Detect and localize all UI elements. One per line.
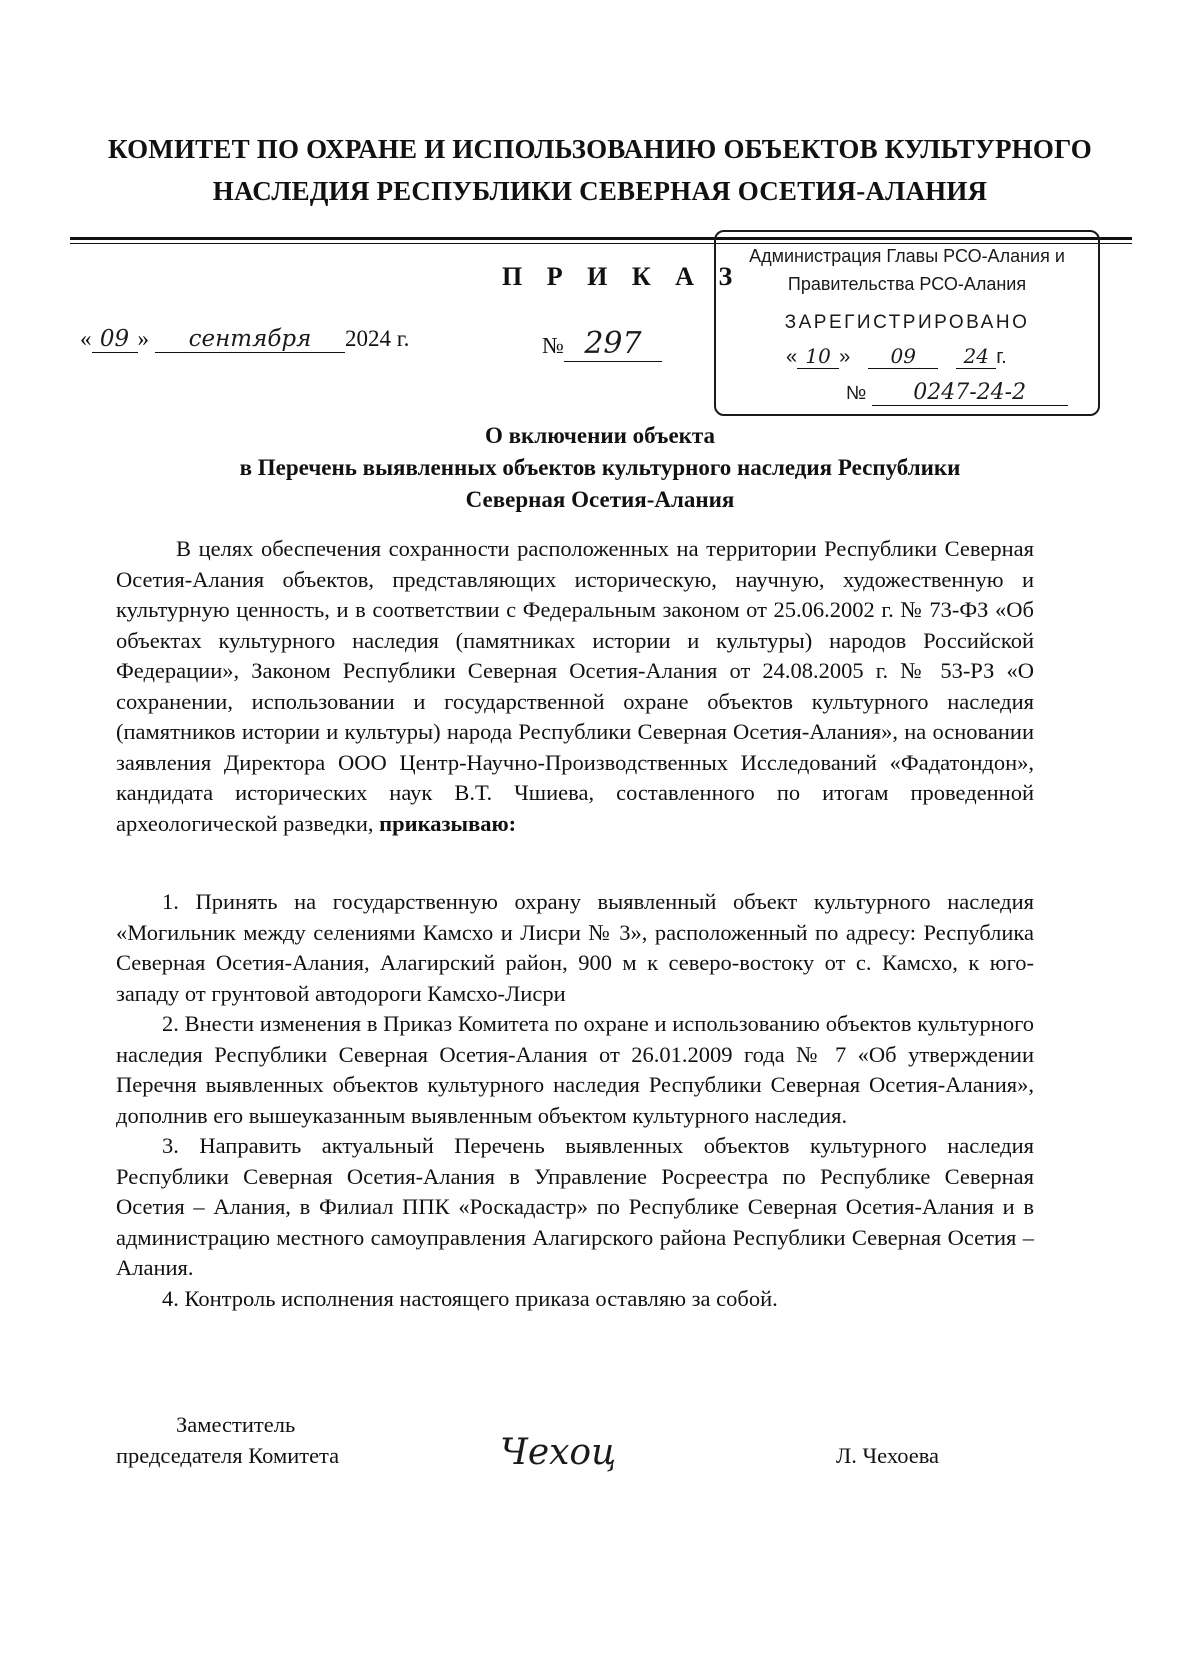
date-open-quote: «: [80, 326, 92, 351]
date-month: сентября: [155, 326, 345, 353]
preamble-text: В целях обеспечения сохранности расположенных на территории Республики Северная Осетия-Алания объектов, представляющих историческую, научную, художественную и культурную ценность, и в соответствии с Федеральным законом от 25.06.2002 г. № 73-ФЗ «Об объектах культурного наследия (памятниках истории и культуры) народов Российской Федерации», Законом Республики Северная Осетия-Алания от 24.08.2005 г. № 53-РЗ «О сохранении, использовании и государственной охране объектов культурного наследия (памятников истории и культуры) народа Республики Северная Осетия-Алания», на основании заявления Директора ООО Центр-Научно-Производственных Исследований «Фадатондон», кандидата исторических наук В.Т. Чшиева, составленного по итогам проведенной археологической разведки,: [116, 536, 1034, 836]
order-number: [542, 326, 662, 362]
stamp-date-open: «: [786, 346, 798, 368]
order-item: 3. Направить актуальный Перечень выявленных объектов культурного наследия Республики Северная Осетия-Алания в Управление Росреестра по Республике Северная Осетия – Алания, в Филиал ППК «Роскадастр» по Республике Северная Осетия-Алания и в администрацию местного самоуправления Алагирского района Республики Северная Осетия – Алания.: [116, 1133, 1034, 1280]
preamble-paragraph: [116, 534, 1034, 839]
stamp-date: [786, 344, 1007, 369]
handwritten-signature: Чехоц: [500, 1432, 617, 1473]
order-items: [116, 887, 1034, 1314]
order-date: [80, 326, 409, 353]
signatory-name: Л. Чехоева: [836, 1443, 940, 1468]
stamp-number-label: №: [846, 383, 867, 404]
stamp-date-suffix: г.: [996, 346, 1007, 368]
preamble-emphasis: приказываю:: [379, 810, 517, 836]
stamp-line2: Правительства РСО-Алания: [787, 274, 1027, 294]
date-close-quote: »: [137, 326, 149, 351]
number-label: №: [542, 333, 564, 358]
date-year: 2024 г.: [345, 326, 410, 351]
title-line3: Северная Осетия-Алания: [465, 487, 735, 512]
order-heading: П Р И К А З: [502, 262, 742, 291]
title-line1: О включении объекта: [485, 423, 715, 448]
number-value: 297: [564, 326, 662, 362]
stamp-line1: Администрация Главы РСО-Алания и: [749, 246, 1065, 266]
stamp-date-close: »: [839, 346, 851, 368]
registration-stamp: [714, 230, 1100, 416]
stamp-date-year: 24: [956, 344, 996, 369]
document-title: [100, 420, 1100, 516]
org-name-line2: НАСЛЕДИЯ РЕСПУБЛИКИ СЕВЕРНАЯ ОСЕТИЯ-АЛАНИЯ: [212, 176, 988, 206]
stamp-registered: ЗАРЕГИСТРИРОВАНО: [784, 312, 1030, 333]
org-name-line1: КОМИТЕТ ПО ОХРАНЕ И ИСПОЛЬЗОВАНИЮ ОБЪЕКТОВ КУЛЬТУРНОГО: [107, 134, 1092, 164]
stamp-date-day: 10: [797, 344, 839, 369]
order-item: 2. Внести изменения в Приказ Комитета по охране и использованию объектов культурного наследия Республики Северная Осетия-Алания от 26.01.2009 года № 7 «Об утверждении Перечня выявленных объектов культурного наследия Республики Северная Осетия-Алания», дополнив его вышеуказанным выявленным объектом культурного наследия.: [116, 1011, 1034, 1128]
title-line2: в Перечень выявленных объектов культурного наследия Республики: [239, 455, 961, 480]
stamp-number-value: 0247-24-2: [872, 380, 1068, 406]
signatory-position-line2: председателя Комитета: [116, 1443, 340, 1468]
stamp-number: [846, 380, 1068, 406]
date-day: 09: [92, 326, 138, 353]
order-item: 1. Принять на государственную охрану выявленный объект культурного наследия «Могильник между селениями Камсхо и Лисри № 3», расположенный по адресу: Республика Северная Осетия-Алания, Алагирский район, 900 м к северо-востоку от с. Камсхо, к юго-западу от грунтовой автодороги Камсхо-Лисри: [116, 889, 1034, 1006]
order-item: 4. Контроль исполнения настоящего приказа оставляю за собой.: [162, 1285, 778, 1311]
signatory-position-line1: Заместитель: [176, 1412, 296, 1437]
stamp-date-month: 09: [868, 344, 938, 369]
